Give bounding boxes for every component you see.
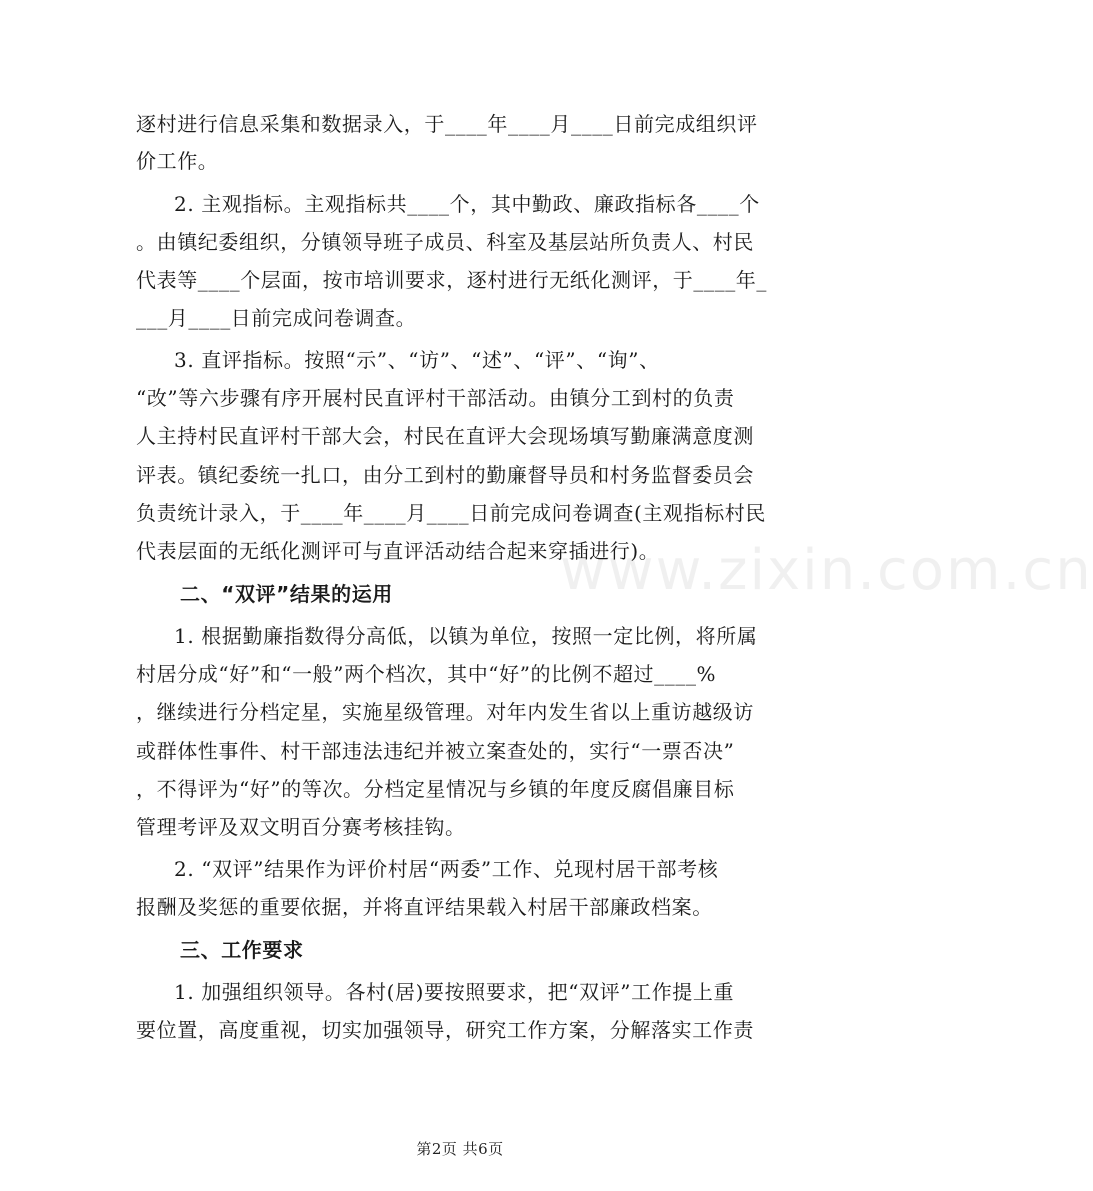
section-heading-2: 二、“双评”结果的运用 xyxy=(180,582,393,606)
body-line: 或群体性事件、村干部违法违纪并被立案查处的，实行“一票否决” xyxy=(136,739,735,763)
body-line: 负责统计录入，于____年____月____日前完成问卷调查(主观指标村民 xyxy=(136,501,767,525)
body-line: 评表。镇纪委统一扎口，由分工到村的勤廉督导员和村务监督委员会 xyxy=(136,463,754,487)
page-number-footer: 第2页 共6页 xyxy=(416,1140,504,1158)
section-heading-3: 三、工作要求 xyxy=(180,938,304,962)
body-line: 管理考评及双文明百分赛考核挂钩。 xyxy=(136,815,466,839)
body-line: 报酬及奖惩的重要依据，并将直评结果载入村居干部廉政档案。 xyxy=(136,895,713,919)
body-line: 逐村进行信息采集和数据录入，于____年____月____日前完成组织评 xyxy=(136,112,758,136)
paragraph-item-1: 1. 加强组织领导。各村(居)要按照要求，把“双评”工作提上重 xyxy=(174,980,735,1004)
body-line: 人主持村民直评村干部大会，村民在直评大会现场填写勤廉满意度测 xyxy=(136,424,754,448)
body-line: 代表层面的无纸化测评可与直评活动结合起来穿插进行)。 xyxy=(136,539,660,563)
body-line: 村居分成“好”和“一般”两个档次，其中“好”的比例不超过____% xyxy=(136,662,717,686)
body-line: 代表等____个层面，按市培训要求，逐村进行无纸化测评，于____年_ xyxy=(136,268,767,292)
body-line: ___月____日前完成问卷调查。 xyxy=(136,306,417,330)
body-line: “改”等六步骤有序开展村民直评村干部活动。由镇分工到村的负责 xyxy=(136,386,735,410)
body-line: 价工作。 xyxy=(136,149,219,173)
paragraph-item-3: 3. 直评指标。按照“示”、“访”、“述”、“评”、“询”、 xyxy=(174,348,660,372)
paragraph-item-1: 1. 根据勤廉指数得分高低，以镇为单位，按照一定比例，将所属 xyxy=(174,624,758,648)
paragraph-item-2: 2. 主观指标。主观指标共____个，其中勤政、廉政指标各____个 xyxy=(174,192,760,216)
body-line: 。由镇纪委组织，分镇领导班子成员、科室及基层站所负责人、村民 xyxy=(136,230,754,254)
body-line: ，不得评为“好”的等次。分档定星情况与乡镇的年度反腐倡廉目标 xyxy=(136,777,735,801)
body-line: 要位置，高度重视，切实加强领导，研究工作方案，分解落实工作责 xyxy=(136,1018,754,1042)
watermark: www.zixin.com.cn xyxy=(560,538,1093,603)
paragraph-item-2: 2. “双评”结果作为评价村居“两委”工作、兑现村居干部考核 xyxy=(174,857,719,881)
body-line: ，继续进行分档定星，实施星级管理。对年内发生省以上重访越级访 xyxy=(136,700,754,724)
